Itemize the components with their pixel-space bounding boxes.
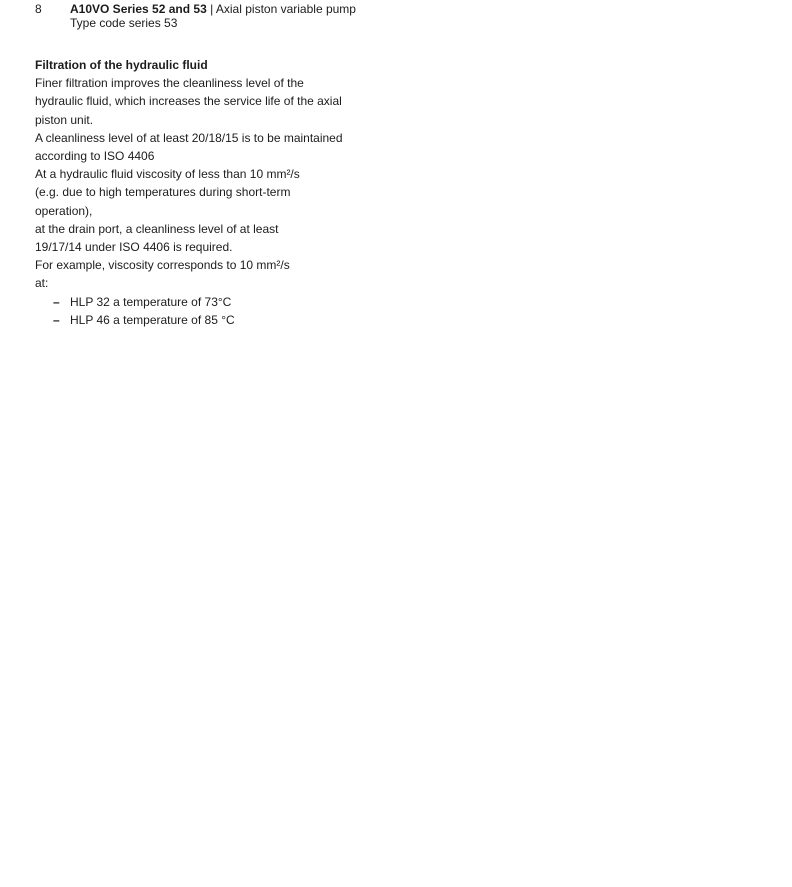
title-bold: A10VO Series 52 and 53: [70, 2, 207, 16]
paragraph-line: Finer filtration improves the cleanliness level of the: [35, 76, 304, 91]
title-regular: Axial piston variable pump: [215, 2, 356, 16]
bullet-text: HLP 46 a temperature of 85 °C: [70, 312, 235, 327]
bullet-marker: –: [53, 312, 60, 327]
paragraph-line: at the drain port, a cleanliness level of at least: [35, 221, 279, 236]
page-number: 8: [35, 2, 42, 16]
title-separator: |: [210, 2, 214, 16]
document-title: [70, 2, 356, 16]
bullet-marker: –: [53, 294, 60, 309]
document-subtitle: Type code series 53: [70, 16, 178, 30]
bullet-text: HLP 32 a temperature of 73°C: [70, 294, 232, 309]
paragraph-line: at:: [35, 276, 49, 291]
paragraph-line: At a hydraulic fluid viscosity of less than 10 mm²/s: [35, 167, 300, 182]
paragraph-line: A cleanliness level of at least 20/18/15 is to be maintained: [35, 130, 343, 145]
paragraph-line: For example, viscosity corresponds to 10 mm²/s: [35, 258, 290, 273]
paragraph-line: (e.g. due to high temperatures during short-term: [35, 185, 291, 200]
header-titles: [70, 2, 356, 30]
page-header: [35, 2, 356, 30]
paragraph-line: according to ISO 4406: [35, 149, 155, 164]
section-heading: Filtration of the hydraulic fluid: [35, 58, 208, 72]
paragraph-line: 19/17/14 under ISO 4406 is required.: [35, 240, 233, 255]
bullet-item: [35, 293, 395, 311]
paragraph-line: hydraulic fluid, which increases the service life of the axial: [35, 94, 342, 109]
paragraph-line: piston unit.: [35, 112, 94, 127]
page-body: [35, 56, 395, 329]
bullet-item: [35, 311, 395, 329]
paragraph-line: operation),: [35, 203, 93, 218]
